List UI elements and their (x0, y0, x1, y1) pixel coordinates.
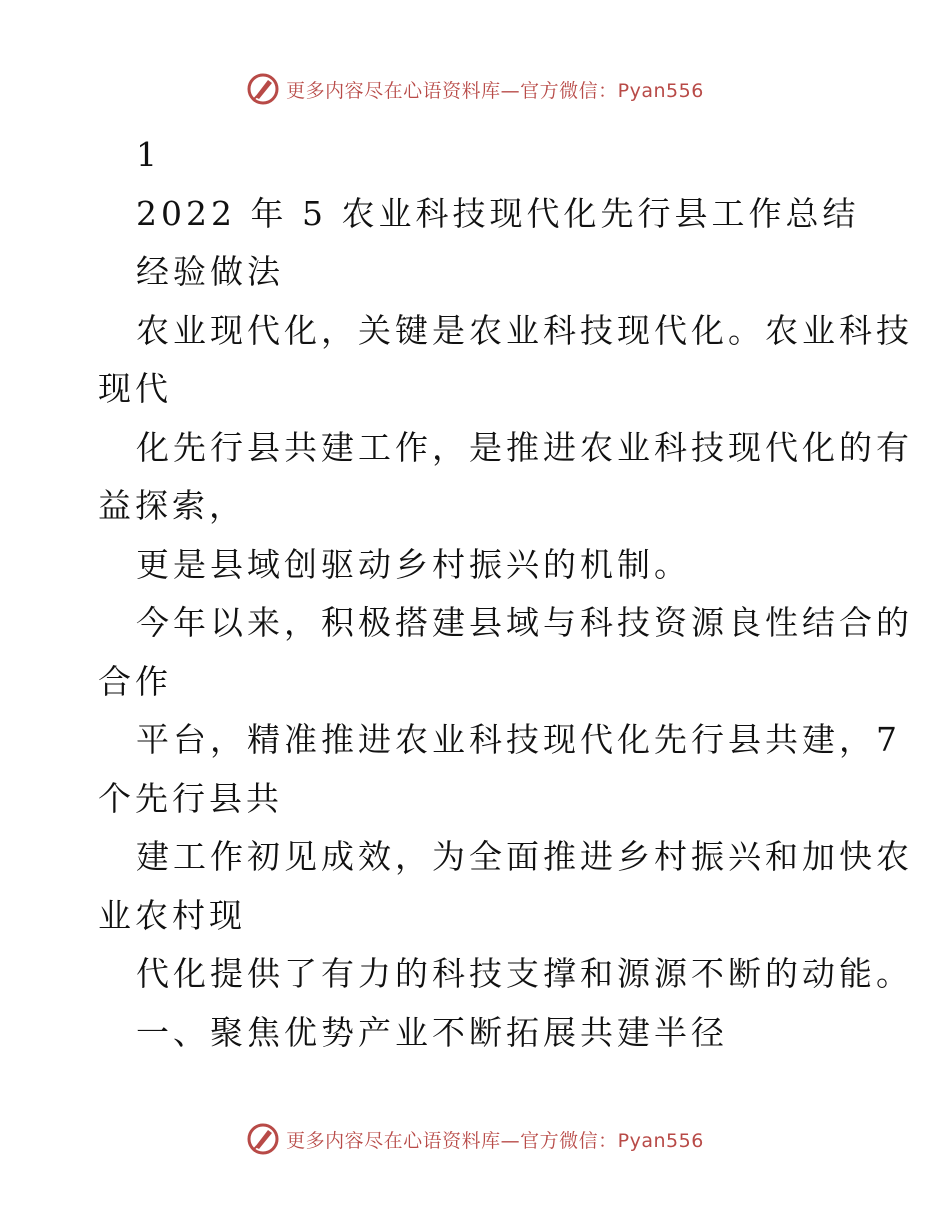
watermark-text: 更多内容尽在心语资料库—官方微信：Pyan556 (286, 1129, 704, 1152)
text-line: 业农村现 (98, 895, 246, 935)
header-watermark (0, 72, 950, 106)
text-line: 个先行县共 (98, 778, 283, 818)
document-body (98, 126, 913, 1062)
text-line: 今年以来，积极搭建县域与科技资源良性结合的 (136, 603, 913, 642)
text-line: 更是县域创驱动乡村振兴的机制。 (136, 544, 691, 584)
text-line: 2022 年 5 农业科技现代化先行县工作总结 (136, 193, 860, 233)
text-line: 平台，精准推进农业科技现代化先行县共建，7 (136, 720, 901, 759)
text-line: 化先行县共建工作，是推进农业科技现代化的有 (136, 427, 913, 467)
text-line: 益探索， (98, 486, 246, 525)
text-line: 现代 (98, 369, 172, 408)
text-line: 建工作初见成效，为全面推进乡村振兴和加快农 (136, 837, 913, 876)
quill-seal-icon (246, 72, 280, 106)
text-line: 农业现代化，关键是农业科技现代化。农业科技 (136, 310, 913, 350)
watermark-text: 更多内容尽在心语资料库—官方微信：Pyan556 (286, 79, 704, 102)
text-line: 合作 (98, 661, 172, 701)
text-line: 1 (136, 135, 161, 174)
text-line: 一、聚焦优势产业不断拓展共建半径 (136, 1012, 728, 1052)
text-line: 代化提供了有力的科技支撑和源源不断的动能。 (136, 954, 913, 993)
text-line: 经验做法 (136, 252, 284, 291)
footer-watermark (0, 1122, 950, 1156)
quill-seal-icon (246, 1122, 280, 1156)
